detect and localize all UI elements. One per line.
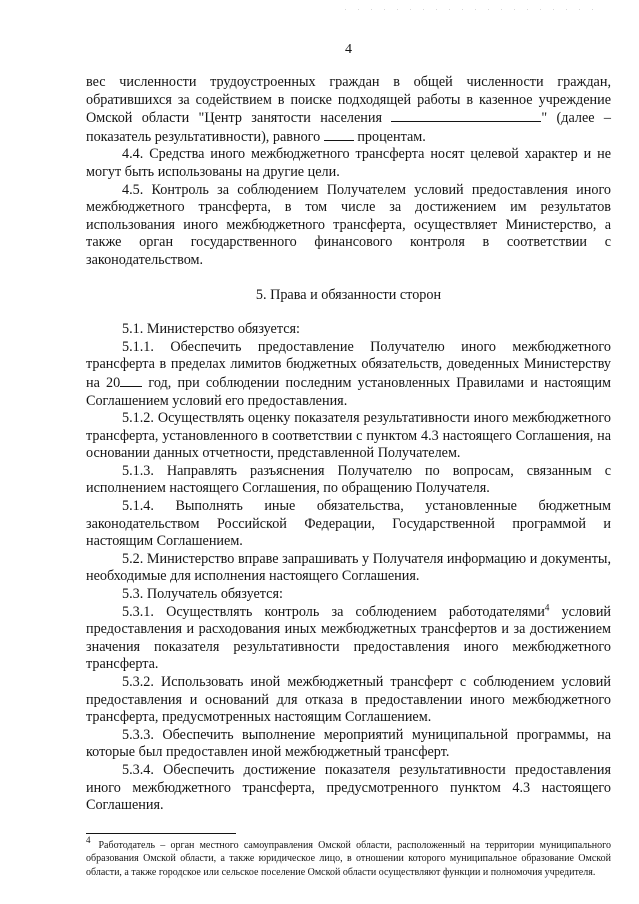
clause-4-5: 4.5. Контроль за соблюдением Получателем условий предоставления иного межбюджетного трансферта, в том числе за достижением им результатов использования иного межбюджетного трансферта, осуществляет Министерство, а также орган государственного финансового контроля в соответствии с законодательством.: [86, 181, 611, 268]
clause-5-1-3: 5.1.3. Направлять разъяснения Получателю по вопросам, связанным с исполнением настоящего Соглашения, по обращению Получателя.: [86, 462, 611, 497]
footnote-ref: 4: [544, 601, 550, 612]
blank-field: [391, 109, 541, 122]
clause-5-2: 5.2. Министерство вправе запрашивать у Получателя информацию и документы, необходимые для исполнения настоящего Соглашения.: [86, 550, 611, 585]
blank-field: [120, 374, 142, 387]
footnote: [86, 835, 611, 879]
clause-5-3-2: 5.3.2. Использовать иной межбюджетный трансферт с соблюдением условий предоставления и оснований для отказа в предоставлении иного межбюджетного трансферта, предусмотренных настоящим Соглашением.: [86, 674, 611, 726]
clause-5-1-4: 5.1.4. Выполнять иные обязательства, установленные бюджетным законодательством Российской Федерации, Государственной программой и настоящим Соглашением.: [86, 498, 611, 550]
clause-5-3-3: 5.3.3. Обеспечить выполнение мероприятий муниципальной программы, на которые был предоставлен иной межбюджетный трансферт.: [86, 726, 611, 761]
footnote-text: Работодатель – орган местного самоуправления Омской области, расположенный на территории муниципального образования Омской области, а также юридическое лицо, в отношении которого муниципальное образование Омской области, а также городское или сельское поселение Омской области осуществляют функции и полномочия учредителя.: [86, 839, 611, 878]
clause-5-1-1: 5.1.1. Обеспечить предоставление Получателю иного межбюджетного трансферта в пределах лимитов бюджетных обязательств, доведенных Министерству на 20 год, при соблюдении последним установленных Правилами и настоящим Соглашением условий его предоставления.: [86, 338, 612, 409]
footnote-divider: [86, 833, 236, 834]
paragraph-continued: вес численности трудоустроенных граждан в общей численности граждан, обратившихся за содействием в поиске подходящей работы в казенное учреждение Омской области "Центр занятости населения " (далее – показатель результативности), равного процентам.: [86, 74, 612, 145]
blank-field: [324, 128, 354, 141]
clause-5-3: 5.3. Получатель обязуется:: [122, 586, 283, 603]
scan-artifact: [339, 6, 599, 16]
clause-5-3-4: 5.3.4. Обеспечить достижение показателя результативности предоставления иного межбюджетного трансферта, предусмотренного пунктом 4.3 настоящего Соглашения.: [86, 761, 611, 814]
clause-4-4: 4.4. Средства иного межбюджетного трансферта носят целевой характер и не могут быть использованы на другие цели.: [86, 146, 611, 180]
clause-5-3-1: 5.3.1. Осуществлять контроль за соблюдением работодателями$^4$ условий предоставления и расходования иных межбюджетных трансфертов и за достижением значения показателя результативности предоставления иного межбюджетного трансферта.: [86, 601, 612, 673]
clause-5-1-2: 5.1.2. Осуществлять оценку показателя результативности иного межбюджетного трансферта, установленного в соответствии с пунктом 4.3 настоящего Соглашения, на основании данных отчетности, представленной Получателем.: [86, 410, 611, 462]
clause-5-1: 5.1. Министерство обязуется:: [122, 321, 300, 338]
footnote-mark: 4: [86, 835, 91, 846]
section-title: 5. Права и обязанности сторон: [255, 286, 442, 303]
page-number: 4: [345, 42, 352, 57]
